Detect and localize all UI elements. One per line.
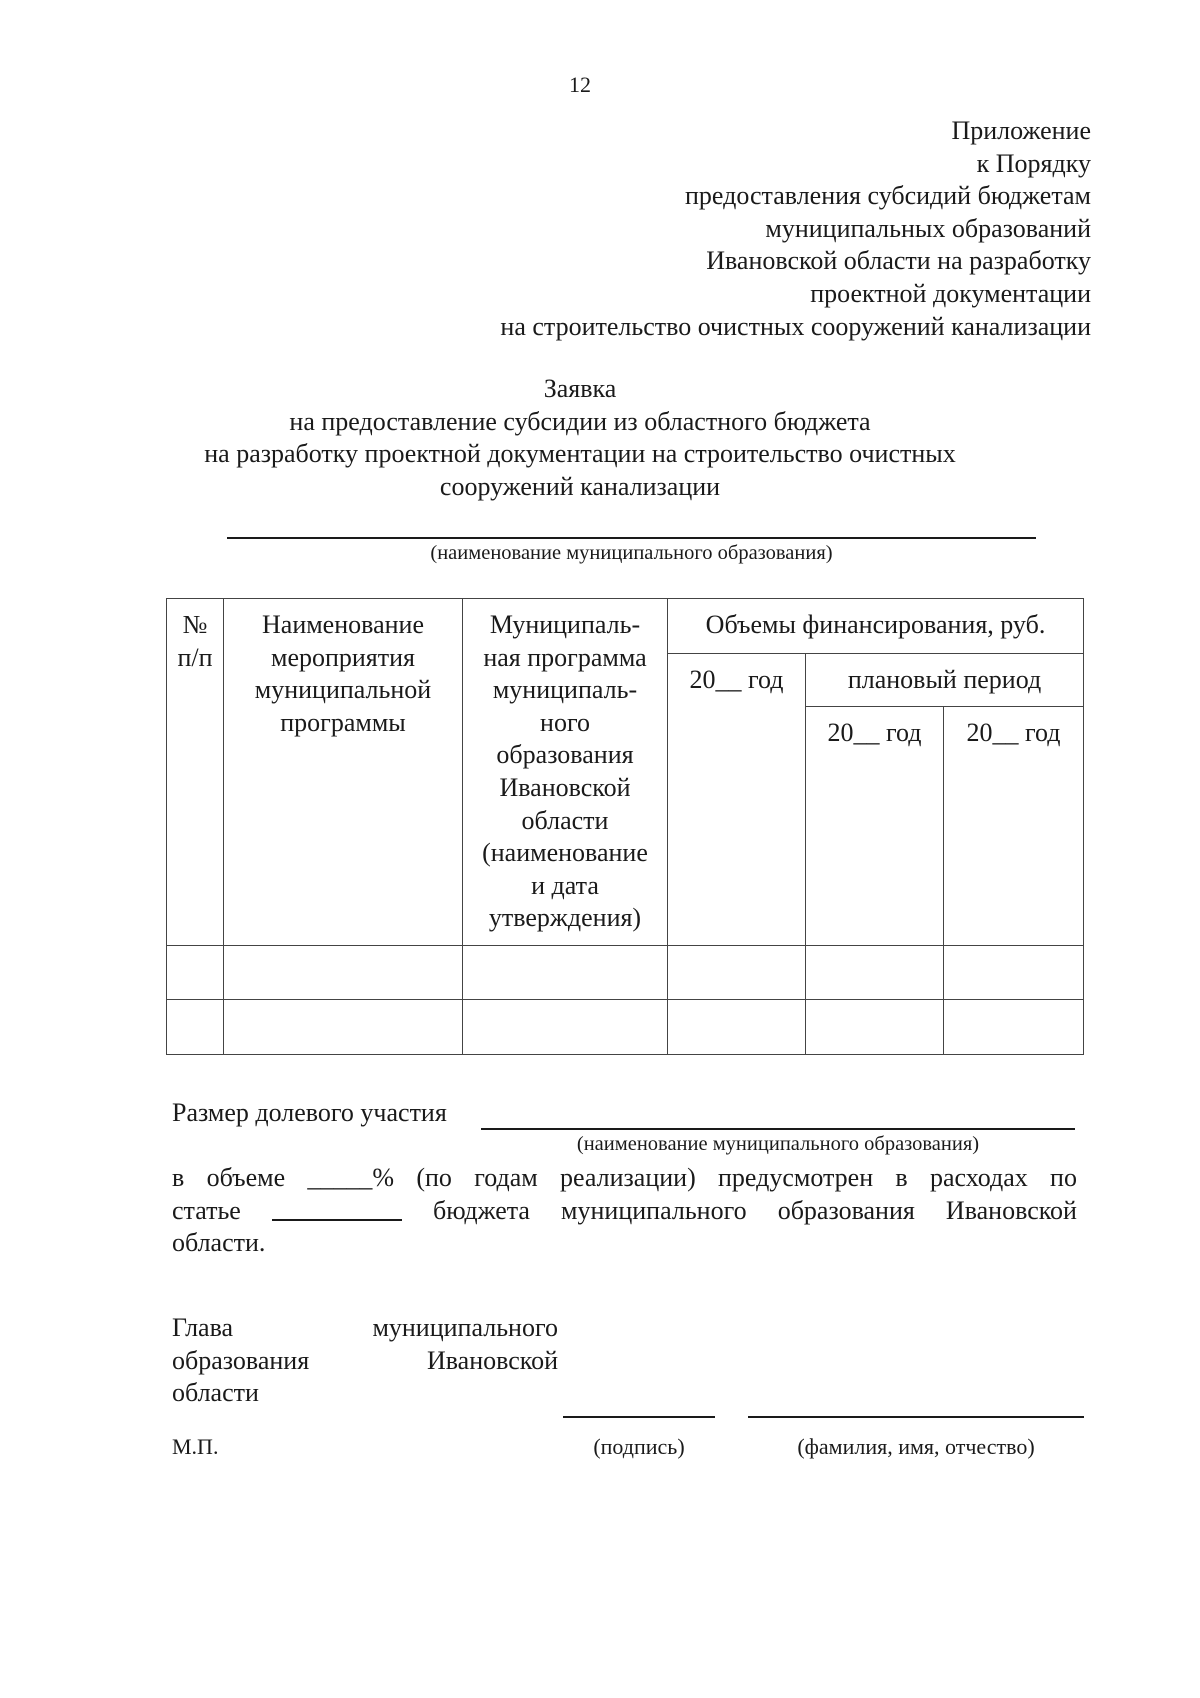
- word: предусмотрен: [718, 1163, 874, 1192]
- header-measure-name: Наименование мероприятия муниципальной программы: [224, 599, 463, 946]
- appendix-line: Приложение: [951, 116, 1091, 145]
- appendix-line: на строительство очистных сооружений канализации: [500, 311, 1091, 341]
- article-blank[interactable]: [272, 1195, 402, 1221]
- table-cell[interactable]: [806, 1000, 944, 1055]
- title-line: на предоставление субсидии из областного бюджета: [289, 406, 871, 436]
- signature-line[interactable]: [563, 1416, 715, 1418]
- table-cell[interactable]: [944, 945, 1084, 1000]
- full-name-line[interactable]: [748, 1416, 1084, 1418]
- word: Ивановской: [945, 1195, 1077, 1225]
- municipality-name-hint: (наименование муниципального образования): [430, 542, 833, 564]
- table-cell[interactable]: [463, 1000, 668, 1055]
- table-cell[interactable]: [167, 1000, 224, 1055]
- word: объеме: [206, 1163, 286, 1192]
- signature-caption: (подпись): [593, 1434, 685, 1459]
- program-header-line: утверждения): [488, 903, 642, 933]
- header-no: № п/п: [167, 599, 224, 946]
- program-header-line: ная программа: [483, 642, 647, 672]
- seal-place-label: М.П.: [172, 1434, 219, 1459]
- word: муниципального: [561, 1195, 747, 1225]
- financing-table: [166, 598, 1084, 1055]
- header-current-year: 20__ год: [668, 653, 806, 945]
- table-cell[interactable]: [463, 945, 668, 1000]
- share-municipality-hint: (наименование муниципального образования): [576, 1133, 980, 1155]
- header-plan-year-1: 20__ год: [806, 707, 944, 946]
- title-line: Заявка: [543, 374, 617, 403]
- header-plan-year-2: 20__ год: [944, 707, 1084, 946]
- word: (по: [416, 1163, 452, 1192]
- word: Ивановской: [426, 1345, 558, 1375]
- appendix-line: предоставления субсидий бюджетам: [685, 181, 1091, 211]
- share-label: Размер долевого участия: [172, 1098, 447, 1127]
- title-line: сооружений канализации: [439, 471, 721, 501]
- paragraph-line-1: [172, 1162, 1077, 1195]
- full-name-caption: (фамилия, имя, отчество): [797, 1434, 1035, 1459]
- table-cell[interactable]: [668, 945, 806, 1000]
- program-header-line: образования: [496, 740, 634, 770]
- table-row: [167, 945, 1084, 1000]
- program-header-line: Ивановской: [499, 772, 631, 802]
- table-row: [167, 1000, 1084, 1055]
- program-header-line: (наименование: [482, 838, 648, 868]
- word: в: [172, 1163, 185, 1192]
- word: по: [1050, 1163, 1077, 1192]
- word: реализации): [560, 1163, 696, 1192]
- header-financing-volumes: Объемы финансирования, руб.: [668, 599, 1084, 654]
- document-title: [0, 373, 1160, 503]
- appendix-line: к Порядку: [976, 148, 1091, 178]
- program-header-line: ного: [540, 707, 590, 737]
- word: образования: [172, 1345, 310, 1375]
- title-line: на разработку проектной документации на строительство очистных: [204, 439, 956, 469]
- appendix-header: [500, 115, 1091, 343]
- word: образования: [777, 1195, 915, 1225]
- word: муниципального: [372, 1313, 558, 1342]
- word: расходах: [929, 1163, 1028, 1192]
- program-header-line: области: [521, 805, 609, 835]
- header-municipal-program: [463, 599, 668, 946]
- table-cell[interactable]: [806, 945, 944, 1000]
- word: статье: [172, 1195, 241, 1225]
- word: бюджета: [433, 1195, 530, 1225]
- head-signature-block: [172, 1312, 558, 1410]
- table-cell[interactable]: [224, 1000, 463, 1055]
- appendix-line: Ивановской области на разработку: [706, 246, 1091, 276]
- appendix-line: муниципальных образований: [765, 213, 1091, 243]
- head-line-1: [172, 1312, 558, 1345]
- paragraph-line-3: области.: [172, 1228, 266, 1258]
- page-number: 12: [569, 72, 591, 97]
- percent-blank[interactable]: _____%: [307, 1163, 395, 1192]
- table-cell[interactable]: [668, 1000, 806, 1055]
- head-line-2: [172, 1345, 558, 1378]
- head-line-3: области: [172, 1378, 259, 1408]
- program-header-line: и дата: [531, 870, 599, 900]
- table-cell[interactable]: [167, 945, 224, 1000]
- word: Глава: [172, 1313, 234, 1342]
- word: в: [895, 1163, 908, 1192]
- paragraph-line-2: [172, 1195, 1077, 1228]
- program-header-line: муниципаль-: [492, 675, 638, 705]
- appendix-line: проектной документации: [810, 278, 1091, 308]
- program-header-line: Муниципаль-: [489, 610, 641, 639]
- share-paragraph: [172, 1162, 1077, 1260]
- table-cell[interactable]: [944, 1000, 1084, 1055]
- municipality-name-line[interactable]: [227, 537, 1036, 539]
- header-planning-period: плановый период: [806, 653, 1084, 707]
- share-municipality-line[interactable]: [481, 1128, 1075, 1130]
- table-cell[interactable]: [224, 945, 463, 1000]
- word: годам: [474, 1163, 538, 1192]
